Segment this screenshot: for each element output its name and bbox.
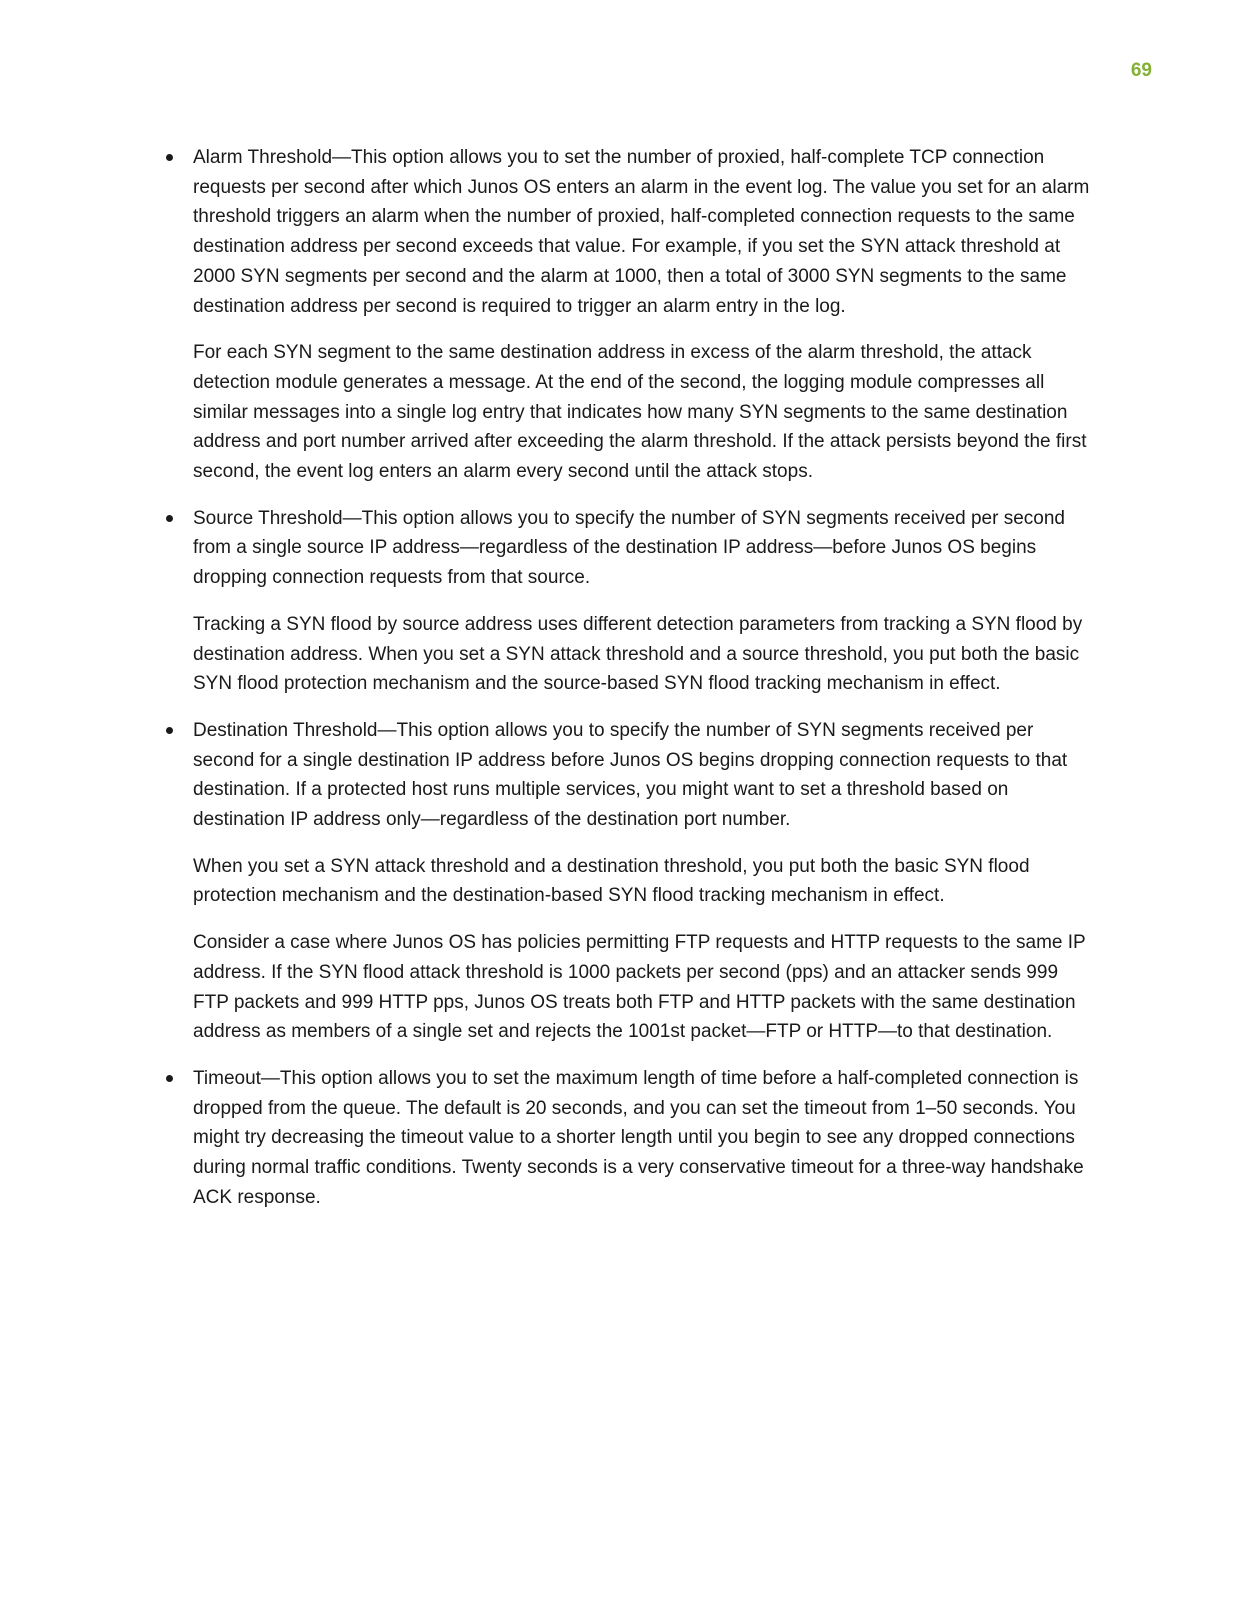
document-body: [193, 143, 1093, 1230]
paragraph: Alarm Threshold—This option allows you to set the number of proxied, half-complete TCP connection requests per second after which Junos OS enters an alarm in the event log. The value you set for an alarm threshold triggers an alarm when the number of proxied, half-completed connection requests to the same destination address per second exceeds that value. For example, if you set the SYN attack threshold at 2000 SYN segments per second and the alarm at 1000, then a total of 3000 SYN segments to the same destination address per second is required to trigger an alarm entry in the log.: [193, 147, 1090, 317]
paragraph: Tracking a SYN flood by source address uses different detection parameters from tracking a SYN flood by destination address. When you set a SYN attack threshold and a source threshold, you put both the basic SYN flood protection mechanism and the source-based SYN flood tracking mechanism in effect.: [193, 613, 1083, 695]
page-number: 69: [1130, 60, 1152, 81]
bullet-icon: [166, 1075, 173, 1082]
bullet-icon: [166, 727, 173, 734]
paragraph: For each SYN segment to the same destination address in excess of the alarm threshold, the attack detection module generates a message. At the end of the second, the logging module compresses all similar messages into a single log entry that indicates how many SYN segments to the same destination address and port number arrived after exceeding the alarm threshold. If the attack persists beyond the first second, the event log enters an alarm every second until the attack stops.: [193, 342, 1087, 483]
bullet-icon: [166, 154, 173, 161]
bullet-alarm-threshold: [193, 143, 1093, 487]
paragraph: Source Threshold—This option allows you to specify the number of SYN segments received per second from a single source IP address—regardless of the destination IP address—before Junos OS begins dropping connection requests from that source.: [193, 507, 1065, 589]
bullet-timeout: [193, 1064, 1093, 1213]
bullet-destination-threshold: [193, 716, 1093, 1047]
bullet-source-threshold: [193, 504, 1093, 699]
paragraph: Timeout—This option allows you to set the maximum length of time before a half-completed connection is dropped from the queue. The default is 20 seconds, and you can set the timeout from 1–50 seconds. You might try decreasing the timeout value to a shorter length until you begin to see any dropped connections during normal traffic conditions. Twenty seconds is a very conservative timeout for a three-way handshake ACK response.: [193, 1067, 1084, 1208]
paragraph: When you set a SYN attack threshold and a destination threshold, you put both the basic SYN flood protection mechanism and the destination-based SYN flood tracking mechanism in effect.: [193, 855, 1030, 907]
bullet-icon: [166, 515, 173, 522]
paragraph: Consider a case where Junos OS has policies permitting FTP requests and HTTP requests to the same IP address. If the SYN flood attack threshold is 1000 packets per second (pps) and an attacker sends 999 FTP packets and 999 HTTP pps, Junos OS treats both FTP and HTTP packets with the same destination address as members of a single set and rejects the 1001st packet—FTP or HTTP—to that destination.: [193, 932, 1086, 1043]
paragraph: Destination Threshold—This option allows you to specify the number of SYN segments received per second for a single destination IP address before Junos OS begins dropping connection requests to that destination. If a protected host runs multiple services, you might want to set a threshold based on destination IP address only—regardless of the destination port number.: [193, 719, 1068, 831]
